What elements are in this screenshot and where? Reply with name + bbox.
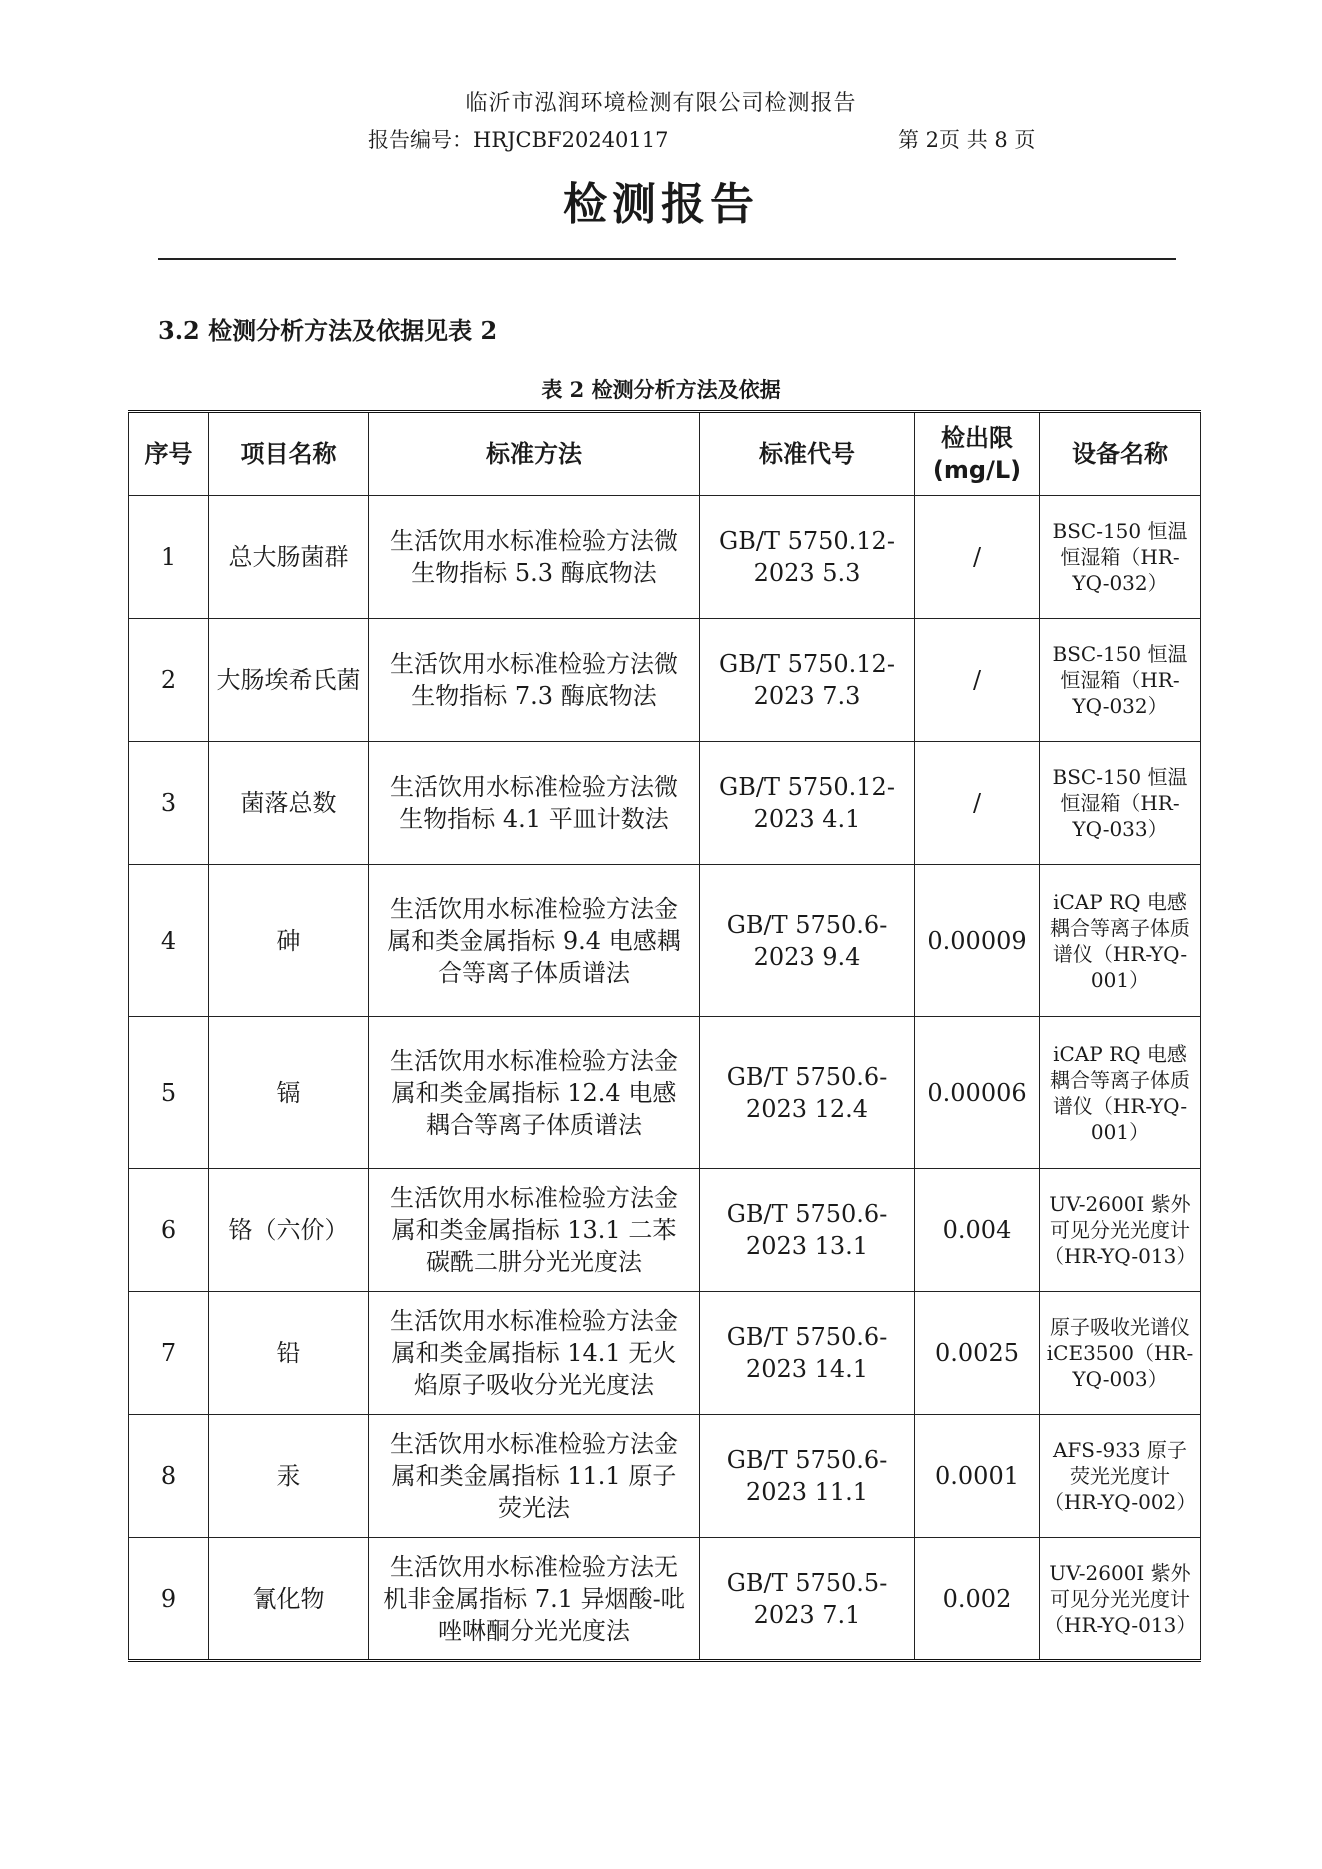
cell-item: 大肠埃希氏菌 [209,619,369,742]
cell-limit: 0.0025 [915,1292,1040,1415]
cell-no: 3 [129,742,209,865]
cell-code: GB/T 5750.6-2023 13.1 [700,1169,915,1292]
table-row [129,496,1201,619]
table-row [129,1538,1201,1661]
table-row [129,1292,1201,1415]
report-number [368,124,669,154]
table-row [129,1415,1201,1538]
document-title: 检测报告 [563,179,759,230]
header-limit-line1: 检出限 [941,424,1013,452]
cell-no: 8 [129,1415,209,1538]
cell-equipment: BSC-150 恒温恒湿箱（HR-YQ-033） [1040,742,1201,865]
company-title: 临沂市泓润环境检测有限公司检测报告 [465,91,857,116]
cell-equipment: UV-2600I 紫外可见分光光度计（HR-YQ-013） [1040,1538,1201,1661]
cell-code: GB/T 5750.6-2023 11.1 [700,1415,915,1538]
cell-item: 总大肠菌群 [209,496,369,619]
table-row [129,742,1201,865]
cell-code: GB/T 5750.5-2023 7.1 [700,1538,915,1661]
title-divider [158,258,1176,260]
cell-no: 1 [129,496,209,619]
cell-equipment: iCAP RQ 电感耦合等离子体质谱仪（HR-YQ-001） [1040,865,1201,1017]
cell-no: 6 [129,1169,209,1292]
header-limit-line2: (mg/L) [932,456,1022,484]
cell-item: 铅 [209,1292,369,1415]
cell-no: 5 [129,1017,209,1169]
cell-equipment: BSC-150 恒温恒湿箱（HR-YQ-032） [1040,619,1201,742]
header-code: 标准代号 [700,412,915,496]
cell-limit: / [915,619,1040,742]
cell-item: 镉 [209,1017,369,1169]
cell-limit: 0.00009 [915,865,1040,1017]
cell-item: 汞 [209,1415,369,1538]
table-row [129,1017,1201,1169]
header-equipment: 设备名称 [1040,412,1201,496]
cell-no: 2 [129,619,209,742]
table-row [129,1169,1201,1292]
table-row [129,619,1201,742]
cell-limit: / [915,742,1040,865]
cell-no: 9 [129,1538,209,1661]
cell-code: GB/T 5750.6-2023 12.4 [700,1017,915,1169]
cell-method: 生活饮用水标准检验方法微生物指标 7.3 酶底物法 [369,619,700,742]
report-number-value: HRJCBF20240117 [473,128,669,152]
table-row [129,865,1201,1017]
cell-code: GB/T 5750.12-2023 7.3 [700,619,915,742]
cell-method: 生活饮用水标准检验方法无机非金属指标 7.1 异烟酸-吡唑啉酮分光光度法 [369,1538,700,1661]
cell-code: GB/T 5750.6-2023 14.1 [700,1292,915,1415]
cell-method: 生活饮用水标准检验方法微生物指标 4.1 平皿计数法 [369,742,700,865]
table-caption: 表 2 检测分析方法及依据 [541,377,781,402]
cell-equipment: AFS-933 原子荧光光度计（HR-YQ-002） [1040,1415,1201,1538]
cell-method: 生活饮用水标准检验方法微生物指标 5.3 酶底物法 [369,496,700,619]
cell-limit: / [915,496,1040,619]
header-limit [915,412,1040,496]
cell-limit: 0.0001 [915,1415,1040,1538]
cell-no: 4 [129,865,209,1017]
page-info: 第 2页 共 8 页 [898,128,1036,152]
cell-equipment: 原子吸收光谱仪 iCE3500（HR-YQ-003） [1040,1292,1201,1415]
cell-no: 7 [129,1292,209,1415]
cell-item: 砷 [209,865,369,1017]
header-method: 标准方法 [369,412,700,496]
cell-limit: 0.00006 [915,1017,1040,1169]
cell-limit: 0.004 [915,1169,1040,1292]
cell-method: 生活饮用水标准检验方法金属和类金属指标 12.4 电感耦合等离子体质谱法 [369,1017,700,1169]
cell-method: 生活饮用水标准检验方法金属和类金属指标 13.1 二苯碳酰二肼分光光度法 [369,1169,700,1292]
cell-method: 生活饮用水标准检验方法金属和类金属指标 14.1 无火焰原子吸收分光光度法 [369,1292,700,1415]
header-item: 项目名称 [209,412,369,496]
cell-code: GB/T 5750.6-2023 9.4 [700,865,915,1017]
cell-equipment: UV-2600I 紫外可见分光光度计（HR-YQ-013） [1040,1169,1201,1292]
methods-table [128,410,1201,1662]
table-header-row [129,412,1201,496]
header-no: 序号 [129,412,209,496]
section-heading: 3.2 检测分析方法及依据见表 2 [158,316,498,345]
cell-item: 氰化物 [209,1538,369,1661]
report-number-label: 报告编号： [368,128,473,152]
cell-item: 菌落总数 [209,742,369,865]
cell-code: GB/T 5750.12-2023 4.1 [700,742,915,865]
cell-item: 铬（六价） [209,1169,369,1292]
cell-code: GB/T 5750.12-2023 5.3 [700,496,915,619]
cell-method: 生活饮用水标准检验方法金属和类金属指标 11.1 原子荧光法 [369,1415,700,1538]
cell-limit: 0.002 [915,1538,1040,1661]
cell-method: 生活饮用水标准检验方法金属和类金属指标 9.4 电感耦合等离子体质谱法 [369,865,700,1017]
cell-equipment: BSC-150 恒温恒湿箱（HR-YQ-032） [1040,496,1201,619]
cell-equipment: iCAP RQ 电感耦合等离子体质谱仪（HR-YQ-001） [1040,1017,1201,1169]
